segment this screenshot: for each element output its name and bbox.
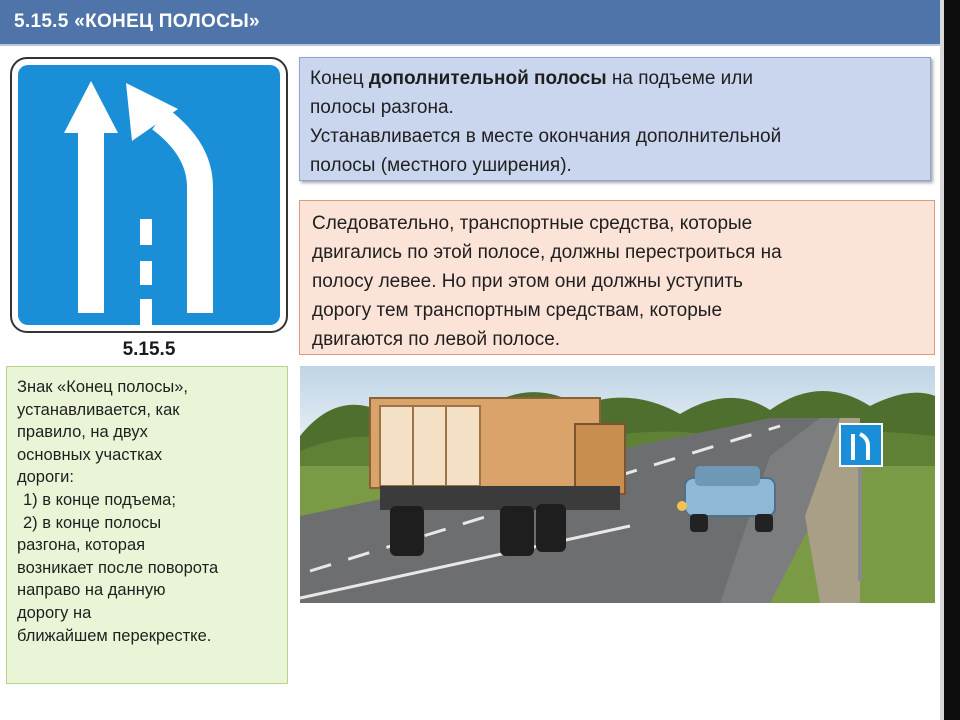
consequence-line: полосу левее. Но при этом они должны уступить	[312, 271, 743, 292]
definition-line-4: полосы (местного уширения).	[310, 155, 572, 176]
road-sign-image	[10, 57, 288, 333]
definition-line-2: полосы разгона.	[310, 97, 454, 118]
definition-emphasis: дополнительной полосы	[368, 68, 607, 89]
usage-box	[6, 366, 288, 684]
road-illustration	[300, 366, 935, 603]
consequence-line: двигались по этой полосе, должны перестроиться на	[312, 242, 782, 263]
right-edge-bar	[944, 0, 960, 720]
definition-line-1: Конец дополнительной полосы на подъеме или	[310, 68, 753, 89]
usage-line: дорогу на	[17, 603, 92, 622]
definition-line-3: Устанавливается в месте окончания дополнительной	[310, 126, 782, 147]
usage-line: разгона, которая	[17, 536, 146, 555]
usage-line: 1) в конце подъема;	[23, 490, 176, 509]
usage-line: дороги:	[17, 468, 74, 487]
slide-header	[0, 0, 940, 46]
usage-line: ближайшем перекрестке.	[17, 626, 212, 645]
consequence-line: двигаются по левой полосе.	[312, 329, 561, 350]
usage-line: возникает после поворота	[17, 558, 219, 577]
definition-box	[299, 57, 931, 181]
usage-line: 2) в конце полосы	[23, 513, 162, 532]
lane-end-sign-icon	[10, 57, 288, 333]
usage-line: правило, на двух	[17, 423, 148, 442]
consequence-line: дорогу тем транспортным средствам, которые	[312, 300, 723, 321]
consequence-line: Следовательно, транспортные средства, которые	[312, 213, 753, 234]
usage-line: Знак «Конец полосы»,	[17, 378, 188, 396]
consequence-box	[299, 200, 935, 355]
usage-line: устанавливается, как	[17, 400, 180, 419]
usage-line: направо на данную	[17, 581, 166, 600]
slide-title: 5.15.5 «КОНЕЦ ПОЛОСЫ»	[14, 11, 260, 32]
sign-caption: 5.15.5	[122, 339, 176, 360]
usage-line: основных участках	[17, 445, 163, 464]
truck-and-car-scene-icon	[300, 366, 935, 603]
